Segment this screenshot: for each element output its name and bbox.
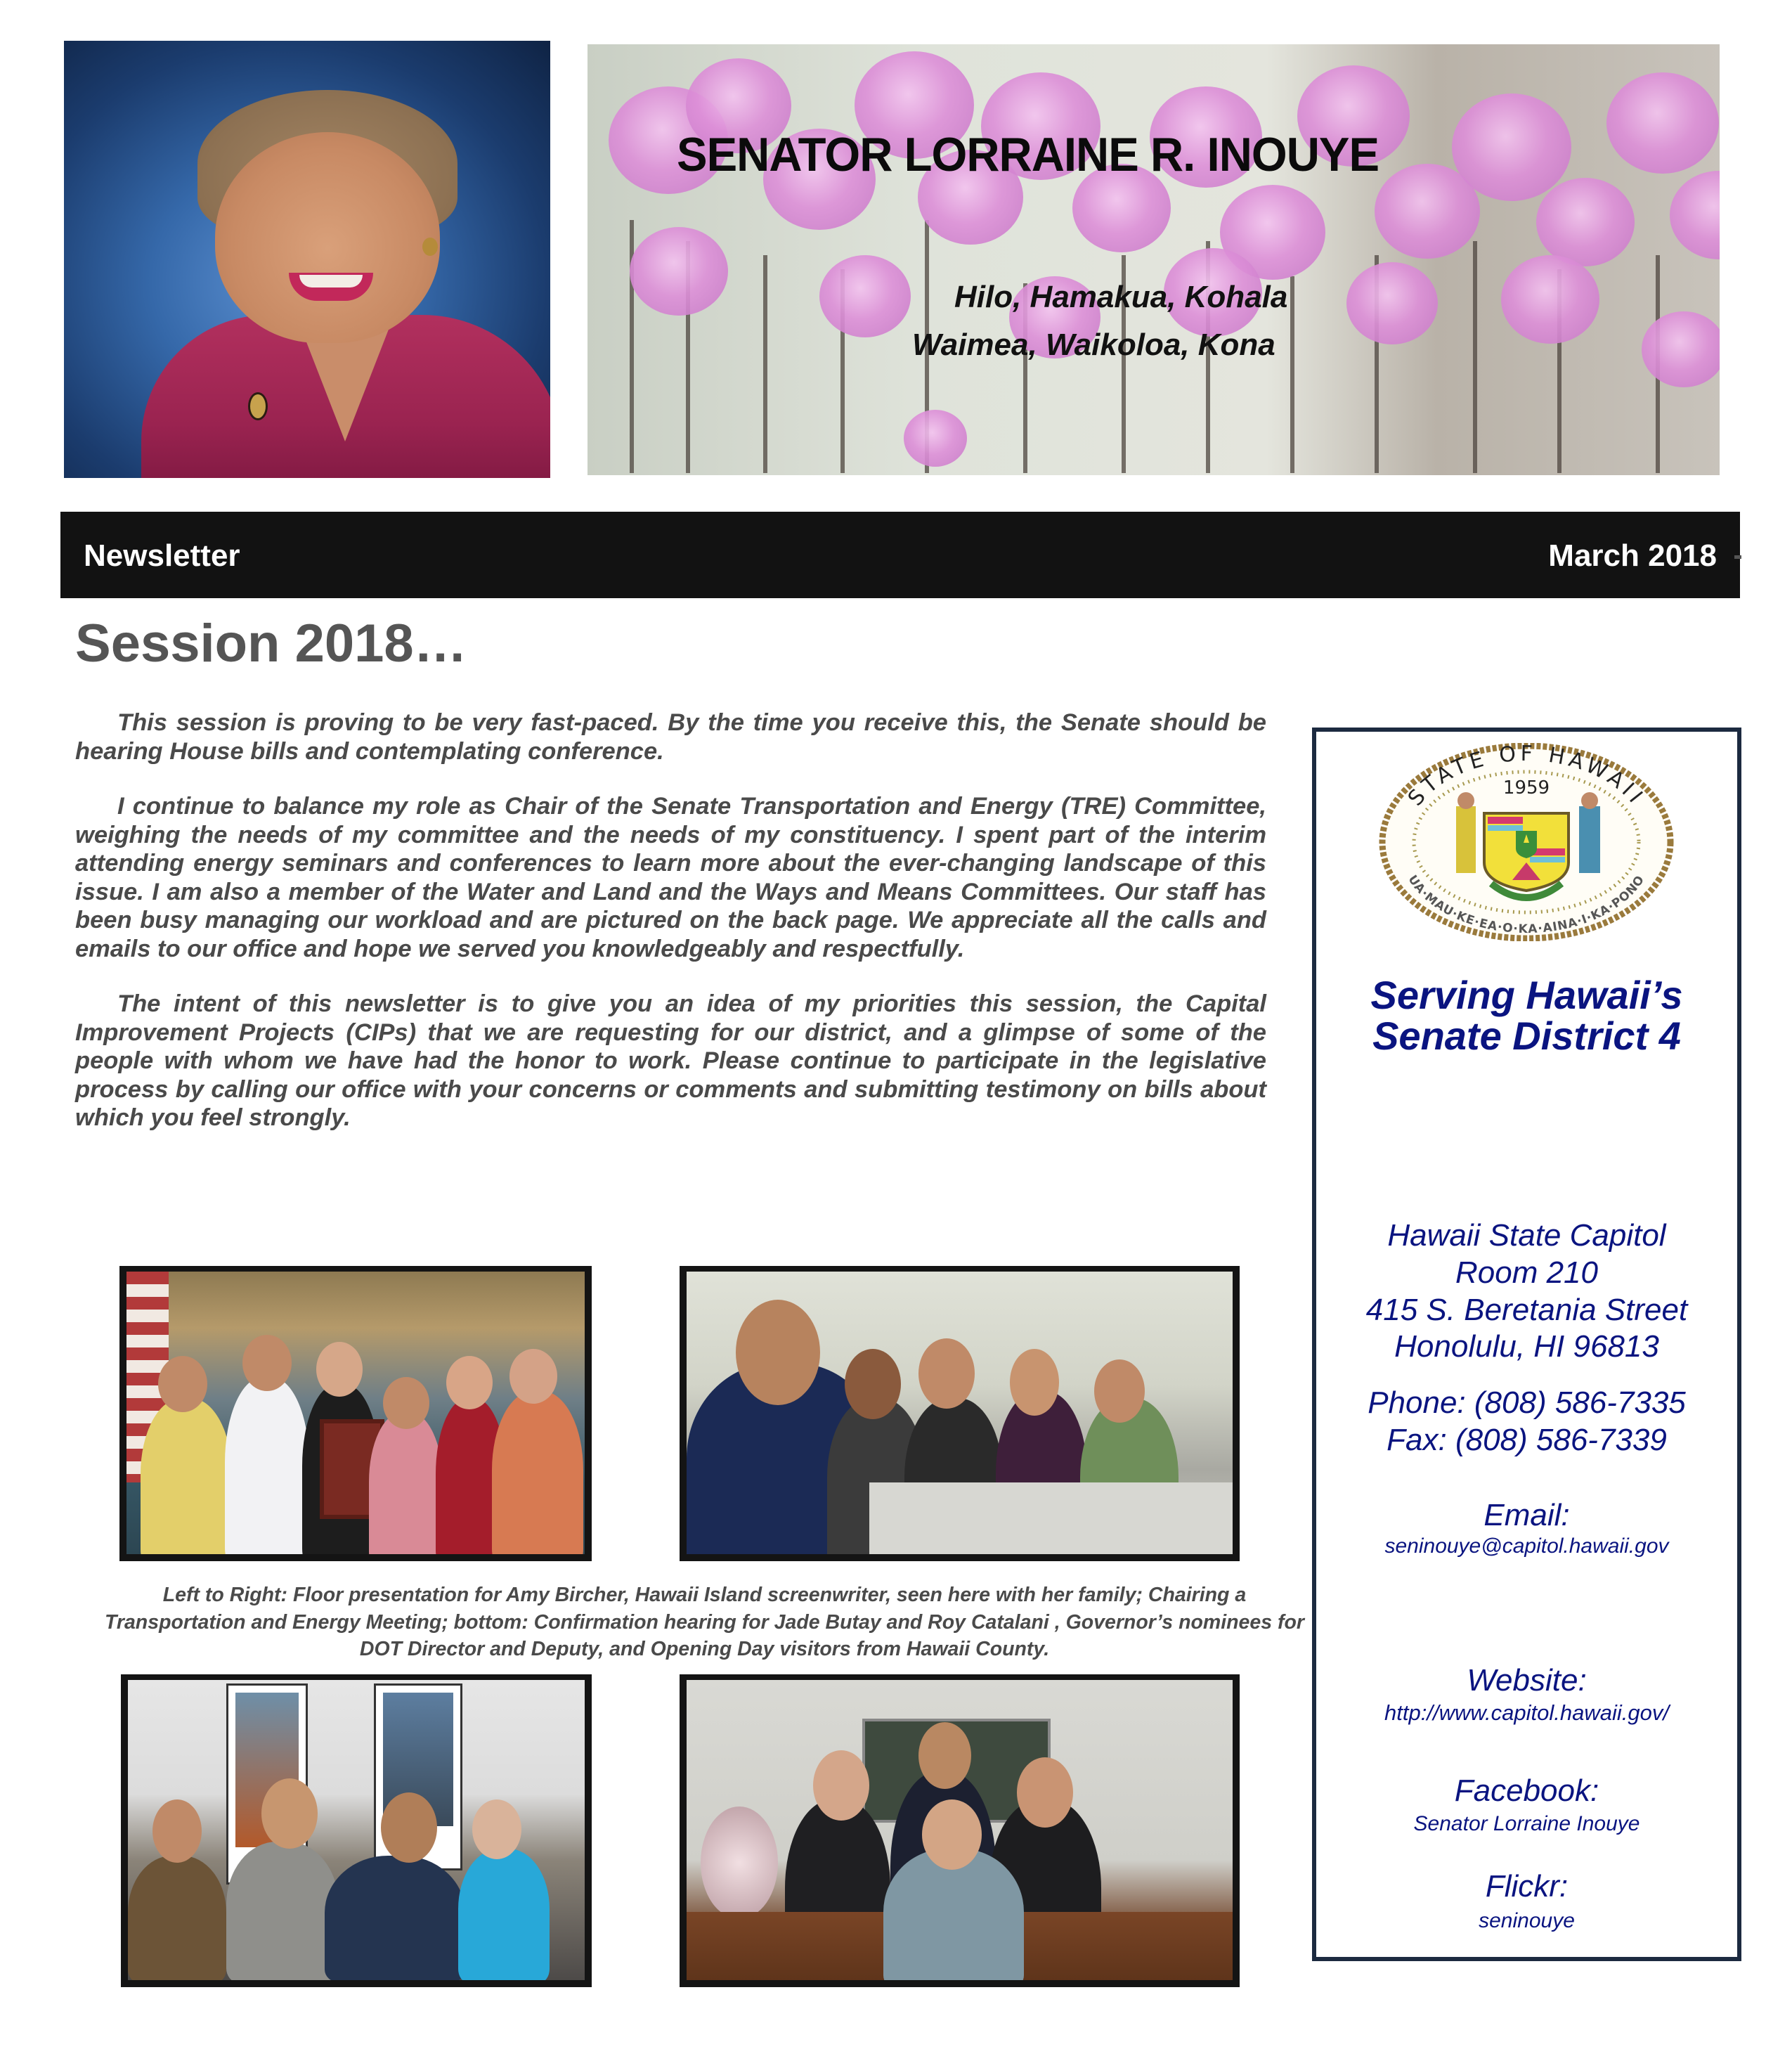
photo-committee-meeting-image xyxy=(687,1272,1233,1554)
photo-floor-presentation xyxy=(119,1266,592,1561)
person-head xyxy=(261,1778,318,1849)
flickr-link[interactable]: seninouye xyxy=(1479,1909,1575,1932)
orchid-stem xyxy=(763,255,767,473)
article-paragraph: This session is proving to be very fast-paced. By the time you receive this, the Senate should be hearing House bills and contemplating conference. xyxy=(75,709,1266,765)
person-head xyxy=(242,1335,292,1391)
flickr-label: Flickr: xyxy=(1485,1869,1569,1903)
person-head xyxy=(316,1342,363,1397)
seal-top-text: STATE OF HAWAII xyxy=(1403,743,1650,811)
address-line-4: Honolulu, HI 96813 xyxy=(1394,1329,1659,1364)
person xyxy=(492,1391,583,1554)
person-head xyxy=(918,1338,975,1409)
photo-committee-meeting xyxy=(680,1266,1240,1561)
photo-opening-day-visitors-image xyxy=(128,1680,585,1980)
person-head xyxy=(509,1349,557,1404)
facebook-label: Facebook: xyxy=(1454,1773,1599,1808)
website-label: Website: xyxy=(1467,1663,1587,1698)
photo-opening-day-visitors xyxy=(121,1674,592,1987)
orchid-flower xyxy=(819,255,911,337)
person xyxy=(325,1856,465,1980)
serving-line-2: Senate District 4 xyxy=(1372,1014,1681,1058)
person-head xyxy=(446,1356,493,1409)
address-line-2: Room 210 xyxy=(1455,1255,1598,1290)
orchid-flower xyxy=(1501,255,1599,344)
person xyxy=(369,1412,443,1554)
person xyxy=(128,1856,226,1980)
district-areas-line-1: Hilo, Hamakua, Kohala xyxy=(954,280,1288,314)
person-head xyxy=(845,1349,901,1419)
person-head xyxy=(472,1799,521,1859)
article-paragraph: I continue to balance my role as Chair of the Senate Transportation and Energy (TRE) Committee, weighing the needs of my committee and the needs of my constituency. I spent part of the interim attending energy seminars and conferences to learn more about the ever-changing landscape of this issue. I am also a member of the Water and Land and the Ways and Means Committees. Our staff has been busy managing our workload and are pictured on the back page. We appreciate all the calls and emails to our office and hope we served you knowledgeably and respectfully. xyxy=(75,793,1266,962)
bar-dash-mark xyxy=(1734,555,1741,559)
orchid-flower xyxy=(1536,178,1635,266)
person-head xyxy=(1010,1349,1059,1416)
phone-number: Phone: (808) 586-7335 xyxy=(1368,1385,1686,1420)
person-head xyxy=(736,1300,820,1405)
orchid-flower xyxy=(1642,311,1720,387)
serving-line-1: Serving Hawaii’s xyxy=(1370,973,1683,1017)
address-line-3: 415 S. Beretania Street xyxy=(1365,1293,1688,1327)
person-head xyxy=(383,1377,429,1429)
photo-floor-presentation-image xyxy=(126,1272,585,1554)
contact-sidebar xyxy=(1312,728,1741,1961)
photo-caption: Left to Right: Floor presentation for Amy Bircher, Hawaii Island screenwriter, seen here with her family; Chairing a Transportation and Energy Meeting; bottom: Confirmation hearing for Jade Butay and Roy Catalani , Governor’s nominees for DOT Director and Deputy, and Opening Day visitors from Hawaii County. xyxy=(104,1584,1305,1660)
email-link[interactable]: seninouye@capitol.hawaii.gov xyxy=(1384,1534,1669,1558)
orchid-stem xyxy=(1473,241,1477,473)
person-head xyxy=(1017,1757,1073,1828)
person-head xyxy=(922,1799,982,1870)
issue-date: March 2018 xyxy=(1548,538,1717,573)
article-body xyxy=(75,709,1266,1159)
person-head xyxy=(152,1799,202,1863)
orchid-flower xyxy=(1346,262,1438,344)
orchid-stem xyxy=(1290,276,1294,473)
person xyxy=(225,1377,309,1554)
newsletter-label: Newsletter xyxy=(84,538,240,573)
facebook-link[interactable]: Senator Lorraine Inouye xyxy=(1413,1812,1640,1835)
senate-pin-icon xyxy=(248,392,268,420)
seal-year: 1959 xyxy=(1502,777,1550,799)
portrait-face xyxy=(215,132,440,343)
article-heading: Session 2018… xyxy=(75,614,467,673)
portrait-earring xyxy=(422,238,438,256)
person xyxy=(226,1842,339,1980)
fax-number: Fax: (808) 586-7339 xyxy=(1387,1423,1667,1457)
photo-confirmation-hearing xyxy=(680,1674,1240,1987)
senator-name-title: SENATOR LORRAINE R. INOUYE xyxy=(677,128,1379,181)
orchid-banner xyxy=(587,44,1720,475)
desk xyxy=(869,1482,1233,1554)
person-head xyxy=(1094,1359,1145,1423)
address-line-1: Hawaii State Capitol xyxy=(1387,1218,1666,1253)
person-head xyxy=(918,1722,971,1789)
newsletter-title-bar xyxy=(60,512,1740,598)
state-of-hawaii-seal-icon xyxy=(1379,743,1674,941)
portrait-teeth xyxy=(299,275,363,287)
person-head xyxy=(813,1750,869,1821)
email-label: Email: xyxy=(1483,1498,1570,1532)
person xyxy=(458,1849,550,1980)
senator-portrait-photo xyxy=(64,41,550,478)
person-head xyxy=(158,1356,207,1412)
orchid-flower xyxy=(630,227,728,316)
article-paragraph: The intent of this newsletter is to give you an idea of my priorities this session, the Capital Improvement Projects (CIPs) that we are requesting for our district, and a glimpse of some of the people with whom we have had the honor to work. Please continue to participate in the legislative process by calling our office with your concerns or comments and submitting testimony on bills about which you feel strongly. xyxy=(75,990,1266,1131)
orchid-flower xyxy=(904,410,967,467)
person-head xyxy=(381,1792,437,1863)
orchid-flower xyxy=(1670,171,1720,259)
photo-confirmation-hearing-image xyxy=(687,1680,1233,1980)
flowers xyxy=(701,1806,778,1919)
seal-motto: UA·MAU·KE·EA·O·KA·AINA·I·KA·PONO xyxy=(1405,872,1648,937)
district-areas-line-2: Waimea, Waikoloa, Kona xyxy=(912,328,1275,362)
website-link[interactable]: http://www.capitol.hawaii.gov/ xyxy=(1384,1700,1669,1725)
person xyxy=(141,1398,232,1554)
